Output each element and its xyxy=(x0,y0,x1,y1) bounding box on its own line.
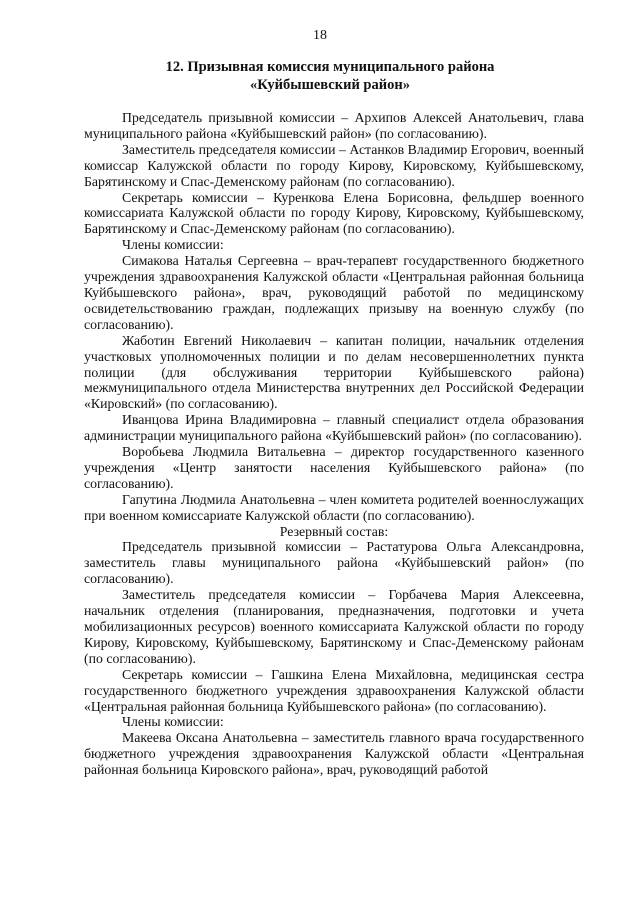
paragraph-member-vorobieva: Воробьева Людмила Витальевна – директор государственного казенного учреждения «Центр занятости населения Куйбышевского района» (по согласованию). xyxy=(84,444,584,491)
paragraph-deputy-chairman: Заместитель председателя комиссии – Астанков Владимир Егорович, военный комиссар Калужской области по городу Кирову, Кировскому, Куйбышевскому, Барятинскому и Спас-Деменскому районам (по согласованию). xyxy=(84,141,584,189)
paragraph-reserve-deputy: Заместитель председателя комиссии – Горбачева Мария Алексеевна, начальник отделения (планирования, предназначения, подготовки и учета мобилизационных ресурсов) военного комиссариата Калужской области по городу Кирову, Кировскому, Куйбышевскому, Барятинскому и Спас-Деменскому районам (по согласованию). xyxy=(84,587,584,666)
paragraph-reserve-secretary: Секретарь комиссии – Гашкина Елена Михайловна, медицинская сестра государственного бюджетного учреждения здравоохранения Калужской области «Центральная районная больница Куйбышевского района» (по согласованию). xyxy=(84,666,584,714)
section-title xyxy=(80,58,580,94)
paragraph-reserve-chairman: Председатель призывной комиссии – Растатурова Ольга Александровна, заместитель главы муниципального района «Куйбышевский район» (по согласованию). xyxy=(84,539,584,587)
section-title-line-1: 12. Призывная комиссия муниципального района xyxy=(165,59,495,75)
section-title-line-2: «Куйбышевский район» xyxy=(250,77,410,93)
paragraph-members-heading: Члены комиссии: xyxy=(122,237,224,253)
page-number: 18 xyxy=(313,28,327,43)
paragraph-reserve-members-heading: Члены комиссии: xyxy=(122,714,224,730)
paragraph-secretary: Секретарь комиссии – Куренкова Елена Борисовна, фельдшер военного комиссариата Калужской области по городу Кирову, Кировскому, Куйбышевскому, Барятинскому и Спас-Деменскому районам (по согласованию). xyxy=(84,189,584,237)
paragraph-reserve-member-makeeva: Макеева Оксана Анатольевна – заместитель главного врача государственного бюджетного учреждения здравоохранения Калужской области «Центральная районная больница Кировского района», врач, руководящий работой xyxy=(84,730,584,778)
paragraph-chairman: Председатель призывной комиссии – Архипов Алексей Анатольевич, глава муниципального района «Куйбышевский район» (по согласованию). xyxy=(84,110,584,141)
reserve-heading: Резервный состав: xyxy=(279,523,389,539)
paragraph-member-ivantsova: Иванцова Ирина Владимировна – главный специалист отдела образования администрации муниципального района «Куйбышевский район» (по согласованию). xyxy=(84,412,584,444)
paragraph-member-zhabotin: Жаботин Евгений Николаевич – капитан полиции, начальник отделения участковых уполномоченных полиции и по делам несовершеннолетних пункта полиции (для обслуживания территории Куйбышевского района) межмуниципального отдела Министерства внутренних дел Российской Федерации «Кировский» (по согласованию). xyxy=(84,332,584,412)
paragraph-member-simakova: Симакова Наталья Сергеевна – врач-терапевт государственного бюджетного учреждения здравоохранения Калужской области «Центральная районная больница Куйбышевского района», врач, руководящий работой по медицинскому освидетельствованию граждан, подлежащих призыву на военную службу (по согласованию). xyxy=(84,253,584,332)
paragraph-member-gaputina: Гапутина Людмила Анатольевна – член комитета родителей военнослужащих при военном комиссариате Калужской области (по согласованию). xyxy=(84,491,584,523)
document-body xyxy=(84,110,584,778)
